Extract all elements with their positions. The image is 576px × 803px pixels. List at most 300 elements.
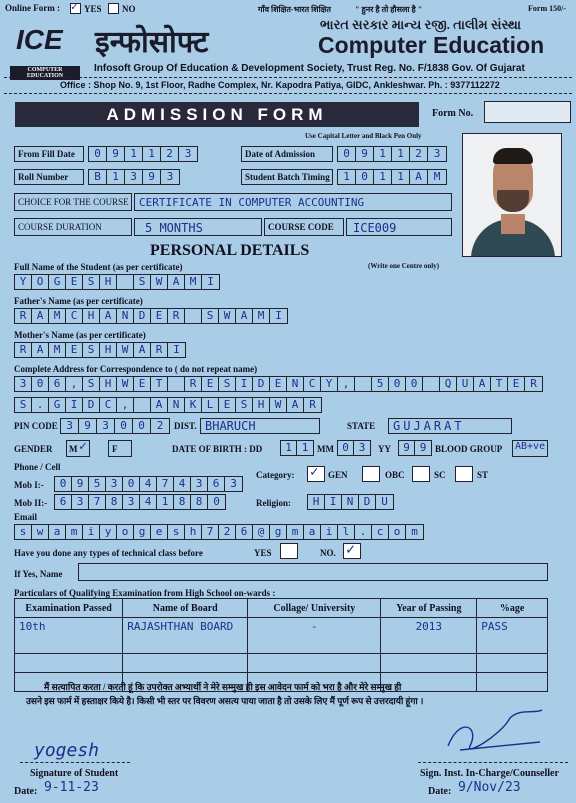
address2-cell: S bbox=[236, 398, 253, 412]
address1-cell: D bbox=[253, 377, 270, 391]
address1-cell: E bbox=[202, 377, 219, 391]
code-field[interactable] bbox=[346, 218, 452, 236]
email-cell: a bbox=[49, 525, 66, 539]
table-cell[interactable]: 10th bbox=[15, 618, 123, 654]
mobile1-input[interactable] bbox=[54, 476, 243, 492]
col-board: Name of Board bbox=[123, 599, 248, 618]
student-sig-label: Signature of Student bbox=[30, 768, 119, 779]
batch-cell: A bbox=[410, 170, 428, 184]
email-cell: o bbox=[117, 525, 134, 539]
dist-value: BHARUCH bbox=[205, 419, 256, 433]
dob-label: DATE OF BIRTH : DD bbox=[172, 444, 263, 454]
admission-date-label: Date of Admission bbox=[245, 149, 316, 159]
address1-cell bbox=[168, 377, 185, 391]
code-label-box bbox=[264, 218, 344, 236]
roll-cell: 9 bbox=[143, 170, 161, 184]
code-label: COURSE CODE bbox=[268, 222, 334, 232]
email-cell: o bbox=[389, 525, 406, 539]
mob1-cell: 5 bbox=[89, 477, 106, 491]
address1-cell: I bbox=[236, 377, 253, 391]
email-cell: l bbox=[338, 525, 355, 539]
father-cell: R bbox=[168, 309, 185, 323]
capital-note: Use Capital Letter and Black Pen Only bbox=[305, 132, 422, 140]
form-fee: Form 150/- bbox=[528, 4, 566, 13]
tech-yes-checkbox[interactable] bbox=[280, 543, 298, 559]
father-name-input[interactable] bbox=[14, 308, 288, 324]
table-cell[interactable] bbox=[123, 654, 248, 673]
father-cell: H bbox=[83, 309, 100, 323]
roll-label: Roll Number bbox=[18, 172, 69, 182]
address2-cell: H bbox=[253, 398, 270, 412]
name-cell bbox=[117, 275, 134, 289]
mm-label: MM bbox=[317, 444, 334, 454]
mob2-cell: 1 bbox=[157, 495, 174, 509]
email-cell: m bbox=[66, 525, 83, 539]
address1-cell: E bbox=[508, 377, 525, 391]
mother-cell: H bbox=[100, 343, 117, 357]
table-cell[interactable] bbox=[477, 673, 548, 692]
name-cell: I bbox=[207, 275, 214, 288]
pin-cell: 3 bbox=[97, 419, 115, 433]
fill-date-cell: 2 bbox=[161, 147, 179, 161]
address2-cell: N bbox=[168, 398, 185, 412]
admission-form-title: ADMISSION FORM bbox=[15, 102, 419, 127]
form-no-label: Form No. bbox=[432, 108, 474, 119]
blood-group-field[interactable] bbox=[512, 440, 548, 457]
admission-date-cell: 1 bbox=[392, 147, 410, 161]
table-cell[interactable] bbox=[248, 654, 381, 673]
address1-cell bbox=[355, 377, 372, 391]
address1-cell: R bbox=[530, 377, 537, 390]
roll-cell: 1 bbox=[107, 170, 125, 184]
incharge-sig-label: Sign. Inst. In-Charge/Counseller bbox=[420, 768, 559, 779]
state-label: STATE bbox=[347, 421, 376, 431]
email-input[interactable] bbox=[14, 524, 424, 540]
pin-cell: 0 bbox=[133, 419, 151, 433]
mob2-cell: 7 bbox=[89, 495, 106, 509]
fill-date-cell: 3 bbox=[184, 147, 192, 160]
email-cell: i bbox=[321, 525, 338, 539]
mother-cell: I bbox=[173, 343, 180, 356]
mother-cell: W bbox=[117, 343, 134, 357]
category-st-label: ST bbox=[477, 470, 489, 480]
mob1-cell: 3 bbox=[191, 477, 208, 491]
roll-cell: B bbox=[89, 170, 107, 184]
religion-cell: D bbox=[359, 495, 376, 509]
email-cell: c bbox=[372, 525, 389, 539]
mother-name-input[interactable] bbox=[14, 342, 186, 358]
father-cell: A bbox=[100, 309, 117, 323]
course-choice-field[interactable] bbox=[134, 193, 452, 211]
personal-details-heading: PERSONAL DETAILS bbox=[150, 242, 310, 259]
table-cell[interactable]: PASS bbox=[477, 618, 548, 654]
admission-date-label-box bbox=[241, 146, 333, 162]
mob2-cell: 8 bbox=[191, 495, 208, 509]
mother-cell: S bbox=[83, 343, 100, 357]
address2-cell: R bbox=[309, 398, 316, 411]
yy-label: YY bbox=[378, 444, 391, 454]
admission-date-cell: 0 bbox=[338, 147, 356, 161]
mother-cell: A bbox=[32, 343, 49, 357]
email-cell: e bbox=[151, 525, 168, 539]
col-exam: Examination Passed bbox=[15, 599, 123, 618]
mob2-cell: 4 bbox=[140, 495, 157, 509]
father-cell: D bbox=[134, 309, 151, 323]
batch-timing-input[interactable] bbox=[337, 169, 447, 185]
address1-cell: T bbox=[491, 377, 508, 391]
batch-label-box bbox=[241, 169, 333, 185]
name-cell: W bbox=[151, 275, 168, 289]
batch-cell: 1 bbox=[392, 170, 410, 184]
mob1-cell: 7 bbox=[157, 477, 174, 491]
religion-cell: U bbox=[381, 495, 388, 508]
centre-note: (Write one Centre only) bbox=[368, 262, 440, 270]
code-value: ICE009 bbox=[353, 221, 397, 235]
address1-cell: S bbox=[83, 377, 100, 391]
name-cell: E bbox=[66, 275, 83, 289]
online-yes-checkbox[interactable]: ✓ bbox=[70, 3, 81, 14]
roll-number-input[interactable] bbox=[88, 169, 180, 185]
address2-cell: W bbox=[270, 398, 287, 412]
admission-date-cell: 3 bbox=[433, 147, 441, 160]
student-photo bbox=[462, 133, 562, 257]
address2-cell: D bbox=[83, 398, 100, 412]
name-cell: A bbox=[168, 275, 185, 289]
pin-input[interactable] bbox=[60, 418, 170, 434]
gender-female-option[interactable] bbox=[108, 440, 132, 457]
qualification-table bbox=[14, 598, 548, 692]
mob2-cell: 0 bbox=[213, 495, 220, 508]
address2-cell bbox=[134, 398, 151, 412]
header-divider bbox=[4, 77, 572, 78]
tech-no-checkbox[interactable]: ✓ bbox=[343, 543, 361, 559]
email-cell: w bbox=[32, 525, 49, 539]
table-cell[interactable]: RAJASHTHAN BOARD bbox=[123, 618, 248, 654]
address1-cell: R bbox=[185, 377, 202, 391]
category-gen-checkbox[interactable]: ✓ bbox=[307, 466, 325, 482]
brand-english: Computer Education bbox=[318, 32, 545, 58]
mob1-label: Mob I:- bbox=[14, 480, 44, 490]
roll-label-box bbox=[14, 169, 84, 185]
father-cell: I bbox=[275, 309, 282, 322]
admission-date-cell: 2 bbox=[410, 147, 428, 161]
father-cell bbox=[185, 309, 202, 323]
dob-dd-input[interactable] bbox=[280, 440, 314, 456]
address2-cell: E bbox=[219, 398, 236, 412]
email-cell: y bbox=[100, 525, 117, 539]
category-gen-label: GEN bbox=[328, 470, 348, 480]
qualification-heading: Particulars of Qualifying Examination from High School on-wards : bbox=[14, 588, 276, 598]
father-cell: S bbox=[202, 309, 219, 323]
declaration-line2: उसने इस फार्म में हस्ताक्षर किये है। किसी भी स्तर पर विवरण असत्य पाया जाता है तो उसके लिए मैं पूर्ण रूप से उत्तरदायी हूंगा । bbox=[26, 696, 424, 706]
email-cell: s bbox=[168, 525, 185, 539]
father-cell: M bbox=[253, 309, 270, 323]
address1-cell: N bbox=[287, 377, 304, 391]
dob-mm-input[interactable] bbox=[337, 440, 371, 456]
address2-cell: A bbox=[287, 398, 304, 412]
mob2-cell: 3 bbox=[123, 495, 140, 509]
table-row bbox=[15, 618, 548, 654]
address1-cell: 6 bbox=[49, 377, 66, 391]
duration-value: 5 MONTHS bbox=[145, 221, 203, 235]
name-cell: O bbox=[32, 275, 49, 289]
name-cell: H bbox=[100, 275, 117, 289]
category-sc-checkbox[interactable] bbox=[412, 466, 430, 482]
table-cell[interactable] bbox=[477, 654, 548, 673]
pin-label: PIN CODE bbox=[14, 421, 58, 431]
mother-cell: M bbox=[49, 343, 66, 357]
batch-cell: 1 bbox=[338, 170, 356, 184]
declaration-line1: मैं सत्यापित करता / करती हूं कि उपरोक्त अभ्यार्थी ने मेरे सम्मुख ही इस आवेदन फार्म को भरा है और मेरे सम्मुख ही bbox=[44, 682, 402, 692]
blood-value: AB+ve bbox=[515, 441, 546, 452]
name-label: Full Name of the Student (as per certificate) bbox=[14, 262, 183, 272]
gender-label: GENDER bbox=[14, 444, 53, 454]
gender-male-option[interactable] bbox=[66, 440, 90, 457]
address1-cell: U bbox=[457, 377, 474, 391]
incharge-date: 9/Nov/23 bbox=[458, 780, 521, 795]
mob1-cell: 0 bbox=[55, 477, 72, 491]
pin-cell: 9 bbox=[79, 419, 97, 433]
category-obc-label: OBC bbox=[385, 470, 405, 480]
fill-date-cell: 0 bbox=[89, 147, 107, 161]
incharge-date-label: Date: bbox=[428, 786, 452, 797]
header-divider-2 bbox=[4, 93, 572, 94]
mob2-label: Mob II:- bbox=[14, 498, 48, 508]
online-yes-label: YES bbox=[84, 4, 102, 14]
logo-text: ICE bbox=[16, 24, 63, 55]
tech-no-label: NO. bbox=[320, 548, 336, 558]
dd-cell: 1 bbox=[281, 441, 297, 455]
name-cell: G bbox=[49, 275, 66, 289]
batch-cell: 0 bbox=[356, 170, 374, 184]
mobile2-input[interactable] bbox=[54, 494, 226, 510]
dob-yy-input[interactable] bbox=[398, 440, 432, 456]
address1-cell: W bbox=[117, 377, 134, 391]
technical-question: Have you done any types of technical class before bbox=[14, 548, 203, 558]
mother-label: Mother's Name (as per certificate) bbox=[14, 330, 146, 340]
father-cell: E bbox=[151, 309, 168, 323]
email-cell: 6 bbox=[236, 525, 253, 539]
religion-input[interactable] bbox=[307, 494, 394, 510]
address-line1-input[interactable] bbox=[14, 376, 543, 392]
mob1-cell: 3 bbox=[106, 477, 123, 491]
address1-cell: A bbox=[474, 377, 491, 391]
pin-cell: 3 bbox=[61, 419, 79, 433]
mother-cell: A bbox=[134, 343, 151, 357]
email-cell: 2 bbox=[219, 525, 236, 539]
father-cell: W bbox=[219, 309, 236, 323]
email-cell: g bbox=[134, 525, 151, 539]
father-cell: C bbox=[66, 309, 83, 323]
religion-label: Religion: bbox=[256, 498, 291, 508]
admission-date-input[interactable] bbox=[337, 146, 447, 162]
society-line: Infosoft Group Of Education & Development Society, Trust Reg. No. F/1838 Gov. Of Gujarat bbox=[94, 63, 525, 74]
email-cell: s bbox=[15, 525, 32, 539]
slogan-hindi: " हुनर है तो हौसला है " bbox=[355, 5, 423, 14]
name-cell: M bbox=[185, 275, 202, 289]
address1-cell: H bbox=[100, 377, 117, 391]
email-cell: . bbox=[355, 525, 372, 539]
dist-field[interactable] bbox=[200, 418, 320, 434]
address2-cell: C bbox=[100, 398, 117, 412]
address2-cell: A bbox=[151, 398, 168, 412]
mother-cell: R bbox=[15, 343, 32, 357]
batch-cell: 1 bbox=[374, 170, 392, 184]
state-value: GUJARAT bbox=[393, 419, 465, 433]
father-cell: M bbox=[49, 309, 66, 323]
address2-cell: K bbox=[185, 398, 202, 412]
brand-gujarati: ભારત સરકાર માન્ય રજી. તાલીમ સંસ્થા bbox=[320, 17, 522, 32]
email-label: Email bbox=[14, 512, 38, 522]
address1-cell: E bbox=[270, 377, 287, 391]
address2-cell: S bbox=[15, 398, 32, 412]
online-form-label: Online Form : bbox=[5, 3, 60, 13]
email-cell: i bbox=[83, 525, 100, 539]
admission-date-cell: 9 bbox=[356, 147, 374, 161]
student-sig-line bbox=[20, 762, 130, 763]
address1-cell: E bbox=[134, 377, 151, 391]
mob1-cell: 4 bbox=[140, 477, 157, 491]
fill-date-label: From Fill Date bbox=[18, 149, 75, 159]
fill-date-cell: 1 bbox=[125, 147, 143, 161]
address2-cell: . bbox=[32, 398, 49, 412]
mother-cell: E bbox=[66, 343, 83, 357]
office-line: Office : Shop No. 9, 1st Floor, Radhe Complex, Nr. Kapodra Patiya, GIDC, Ankleshwar. Ph. : 9377112272 bbox=[60, 80, 500, 90]
phone-label: Phone / Cell bbox=[14, 462, 61, 472]
religion-cell: I bbox=[325, 495, 342, 509]
fill-date-input[interactable] bbox=[88, 146, 198, 162]
dist-label: DIST. bbox=[174, 421, 197, 431]
male-label: M bbox=[69, 444, 78, 454]
student-signature: yogesh bbox=[34, 740, 100, 761]
email-cell: 7 bbox=[202, 525, 219, 539]
address1-cell: 0 bbox=[389, 377, 406, 391]
admission-date-cell: 1 bbox=[374, 147, 392, 161]
mob2-cell: 8 bbox=[174, 495, 191, 509]
address2-cell: L bbox=[202, 398, 219, 412]
table-cell[interactable] bbox=[381, 654, 477, 673]
fill-date-cell: 9 bbox=[107, 147, 125, 161]
fill-date-label-box bbox=[14, 146, 84, 162]
mob2-cell: 6 bbox=[55, 495, 72, 509]
duration-label-box bbox=[14, 218, 132, 236]
if-yes-label: If Yes, Name bbox=[14, 569, 63, 579]
email-cell: m bbox=[287, 525, 304, 539]
mm-cell: 3 bbox=[358, 441, 366, 454]
col-year: Year of Passing bbox=[381, 599, 477, 618]
mob1-cell: 9 bbox=[72, 477, 89, 491]
course-choice-label-box bbox=[14, 193, 132, 211]
fill-date-cell: 1 bbox=[143, 147, 161, 161]
online-no-checkbox[interactable] bbox=[108, 3, 119, 14]
address1-cell: S bbox=[219, 377, 236, 391]
course-choice-value: CERTIFICATE IN COMPUTER ACCOUNTING bbox=[139, 196, 365, 209]
ice-logo bbox=[10, 22, 80, 78]
pin-cell: 0 bbox=[115, 419, 133, 433]
motto-hindi: गाँव शिक्षित-भारत शिक्षित bbox=[258, 5, 331, 14]
address1-cell: T bbox=[151, 377, 168, 391]
mother-cell: R bbox=[151, 343, 168, 357]
roll-cell: 3 bbox=[166, 170, 174, 183]
address1-cell: Y bbox=[321, 377, 338, 391]
blood-label: BLOOD GROUP bbox=[435, 444, 503, 454]
state-field[interactable] bbox=[388, 418, 512, 434]
father-cell: R bbox=[15, 309, 32, 323]
address-label: Complete Address for Correspondence to ( do not repeat name) bbox=[14, 364, 258, 374]
batch-cell: M bbox=[433, 170, 441, 183]
col-percentage: %age bbox=[477, 599, 548, 618]
mob2-cell: 8 bbox=[106, 495, 123, 509]
course-choice-label: CHOICE FOR THE COURSE bbox=[18, 197, 129, 207]
mob1-cell: 3 bbox=[230, 477, 237, 490]
name-cell: Y bbox=[15, 275, 32, 289]
student-date-label: Date: bbox=[14, 786, 38, 797]
email-cell: m bbox=[411, 525, 418, 538]
table-cell[interactable]: - bbox=[248, 618, 381, 654]
address1-cell: 0 bbox=[32, 377, 49, 391]
address1-cell: 3 bbox=[15, 377, 32, 391]
mob1-cell: 6 bbox=[208, 477, 225, 491]
category-obc-checkbox[interactable] bbox=[362, 466, 380, 482]
female-label: F bbox=[112, 444, 118, 454]
religion-cell: H bbox=[308, 495, 325, 509]
incharge-sig-line bbox=[418, 762, 568, 763]
table-cell[interactable] bbox=[15, 654, 123, 673]
if-yes-field[interactable] bbox=[78, 563, 548, 581]
mm-cell: 0 bbox=[338, 441, 354, 455]
email-cell: a bbox=[304, 525, 321, 539]
table-cell[interactable]: 2013 bbox=[381, 618, 477, 654]
address1-cell bbox=[423, 377, 440, 391]
tech-yes-label: YES bbox=[254, 548, 272, 558]
father-cell: N bbox=[117, 309, 134, 323]
logo-caption: COMPUTER EDUCATION bbox=[10, 66, 80, 80]
address1-cell: , bbox=[66, 377, 83, 391]
student-name-input[interactable] bbox=[14, 274, 220, 290]
batch-label: Student Batch Timing bbox=[245, 172, 330, 182]
qualification-header-row bbox=[15, 599, 548, 618]
address1-cell: C bbox=[304, 377, 321, 391]
online-no-label: NO bbox=[122, 4, 136, 14]
address-line2-input[interactable] bbox=[14, 397, 322, 413]
religion-cell: N bbox=[342, 495, 359, 509]
father-cell: A bbox=[32, 309, 49, 323]
duration-field[interactable] bbox=[134, 218, 262, 236]
category-st-checkbox[interactable] bbox=[455, 466, 473, 482]
name-cell: S bbox=[134, 275, 151, 289]
dd-cell: 1 bbox=[301, 441, 309, 454]
form-no-field[interactable] bbox=[484, 101, 571, 123]
duration-label: COURSE DURATION bbox=[18, 222, 102, 232]
student-date: 9-11-23 bbox=[44, 780, 99, 795]
mob1-cell: 0 bbox=[123, 477, 140, 491]
yy-cell: 9 bbox=[419, 441, 427, 454]
roll-cell: 3 bbox=[125, 170, 143, 184]
incharge-signature bbox=[440, 706, 550, 758]
address2-cell: G bbox=[49, 398, 66, 412]
brand-hindi: इन्फोसोफ्ट bbox=[95, 25, 209, 60]
table-row bbox=[15, 654, 548, 673]
email-cell: h bbox=[185, 525, 202, 539]
mob1-cell: 4 bbox=[174, 477, 191, 491]
name-cell: S bbox=[83, 275, 100, 289]
address1-cell: , bbox=[338, 377, 355, 391]
male-check-icon: ✓ bbox=[79, 439, 87, 454]
category-label: Category: bbox=[256, 470, 295, 480]
father-label: Father's Name (as per certificate) bbox=[14, 296, 143, 306]
address2-cell: I bbox=[66, 398, 83, 412]
col-university: Collage/ University bbox=[248, 599, 381, 618]
